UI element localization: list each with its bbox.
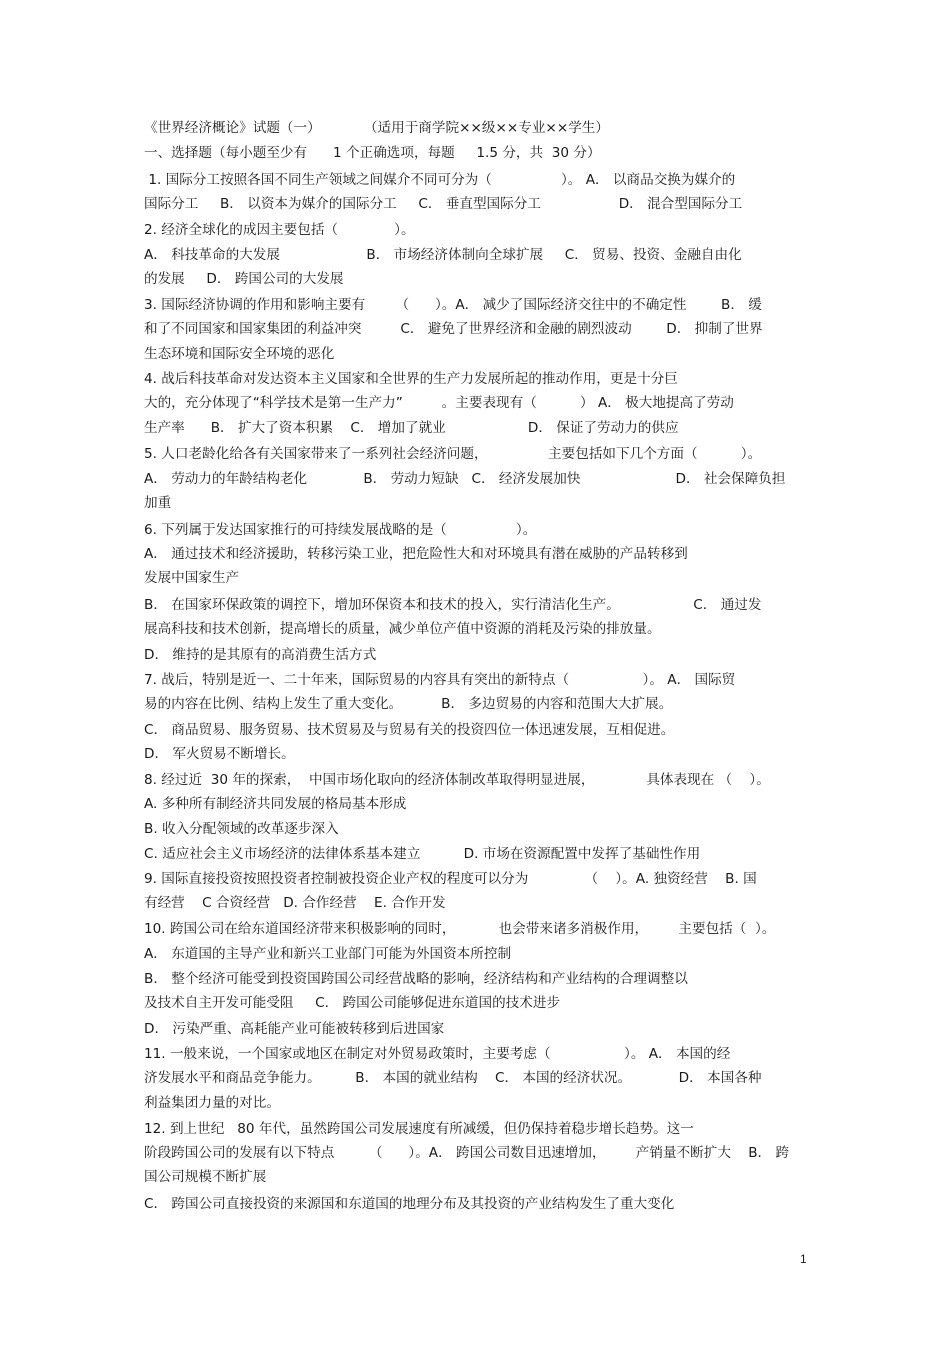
text-line: 7. 战后，特别是近一、二十年来，国际贸易的内容具有突出的新特点（ ）。 A． 国际贸 <box>144 672 736 688</box>
text-line: 和了不同国家和国家集团的利益冲突 C． 避免了世界经济和金融的剧烈波动 D． 抑制了世界 <box>144 321 763 337</box>
text-line: 6. 下列属于发达国家推行的可持续发展战略的是（ ）。 <box>144 522 537 538</box>
text-line: 国际分工 B． 以资本为媒介的国际分工 C． 垂直型国际分工 D． 混合型国际分工 <box>144 196 743 212</box>
text-line: 大的，充分体现了“科学技术是第一生产力” 。主要表现有（ ） A． 极大地提高了劳动 <box>144 395 734 411</box>
text-line: A. 多种所有制经济共同发展的格局基本形成 <box>144 796 407 812</box>
text-line: D． 军火贸易不断增长。 <box>144 746 295 762</box>
text-line: 加重 <box>144 495 172 511</box>
text-line: 生产率 B． 扩大了资本积累 C． 增加了就业 D． 保证了劳动力的供应 <box>144 420 679 436</box>
text-line: 1. 国际分工按照各国不同生产领域之间媒介不同可分为（ ）。 A． 以商品交换为媒介的 <box>144 172 736 188</box>
text-line: 展高科技和技术创新，提高增长的质量，减少单位产值中资源的消耗及污染的排放量。 <box>144 621 661 637</box>
text-line: B． 在国家环保政策的调控下，增加环保资本和技术的投入，实行清洁化生产。 C． 通过发 <box>144 597 762 613</box>
text-line: 国公司规模不断扩展 <box>144 1169 267 1185</box>
text-line: 及技术自主开发可能受阻 C． 跨国公司能够促进东道国的技术进步 <box>144 995 561 1011</box>
text-line: 9. 国际直接投资按照投资者控制被投资企业产权的程度可以分为 （ ）。A. 独资经营 B. 国 <box>144 871 757 887</box>
text-line: 生态环境和国际安全环境的恶化 <box>144 346 335 362</box>
text-line: 利益集团力量的对比。 <box>144 1095 280 1111</box>
text-line: 的发展 D． 跨国公司的大发展 <box>144 271 344 287</box>
text-line: 12. 到上世纪 80 年代，虽然跨国公司发展速度有所减缓，但仍保持着稳步增长趋势。这一 <box>144 1121 694 1137</box>
text-line: 11. 一般来说，一个国家或地区在制定对外贸易政策时，主要考虑（ ）。 A． 本国的经 <box>144 1046 731 1062</box>
text-line: D． 维持的是其原有的高消费生活方式 <box>144 647 377 663</box>
text-line: B． 整个经济可能受到投资国跨国公司经营战略的影响，经济结构和产业结构的合理调整以 <box>144 971 688 987</box>
text-line: 2. 经济全球化的成因主要包括（ ）。 <box>144 222 415 238</box>
text-line: B. 收入分配领域的改革逐步深入 <box>144 821 339 837</box>
text-line: 发展中国家生产 <box>144 570 240 586</box>
text-line: 有经营 C 合资经营 D. 合作经营 E. 合作开发 <box>144 895 446 911</box>
text-line: 3. 国际经济协调的作用和影响主要有 （ ）。A． 减少了国际经济交往中的不确定性 B． 缓 <box>144 297 762 313</box>
section-heading: 一、选择题（每小题至少有 1 个正确选项，每题 1.5 分，共 30 分） <box>144 145 601 161</box>
text-line: 8. 经过近 30 年的探索， 中国市场化取向的经济体制改革取得明显进展， 具体表现在 （ ）。 <box>144 772 770 788</box>
text-line: 阶段跨国公司的发展有以下特点 （ ）。A． 跨国公司数目迅速增加， 产销量不断扩大 B． 跨 <box>144 1145 790 1161</box>
text-line: A． 科技革命的大发展 B． 市场经济体制向全球扩展 C． 贸易、投资、金融自由化 <box>144 247 742 263</box>
text-line: A． 通过技术和经济援助，转移污染工业，把危险性大和对环境具有潜在威胁的产品转移到 <box>144 546 688 562</box>
page-number: 1 <box>800 1252 807 1266</box>
text-line: 5. 人口老龄化给各有关国家带来了一系列社会经济问题， 主要包括如下几个方面（ ）。 <box>144 446 762 462</box>
text-line: A． 劳动力的年龄结构老化 B． 劳动力短缺 C． 经济发展加快 D． 社会保障负担 <box>144 471 786 487</box>
page-title: 《世界经济概论》试题（一） （适用于商学院××级××专业××学生） <box>144 120 609 136</box>
text-line: A． 东道国的主导产业和新兴工业部门可能为外国资本所控制 <box>144 946 512 962</box>
text-line: 易的内容在比例、结构上发生了重大变化。 B． 多边贸易的内容和范围大大扩展。 <box>144 696 673 712</box>
text-line: D． 污染严重、高耗能产业可能被转移到后进国家 <box>144 1021 445 1037</box>
text-line: C. 适应社会主义市场经济的法律体系基本建立 D. 市场在资源配置中发挥了基础性作用 <box>144 846 701 862</box>
text-line: 10. 跨国公司在给东道国经济带来积极影响的同时， 也会带来诸多消极作用， 主要包括（ ）。 <box>144 921 776 937</box>
text-line: 济发展水平和商品竞争能力。 B． 本国的就业结构 C． 本国的经济状况。 D． 本国各种 <box>144 1070 762 1086</box>
text-line: C． 跨国公司直接投资的来源国和东道国的地理分布及其投资的产业结构发生了重大变化 <box>144 1196 675 1212</box>
text-line: 4. 战后科技革命对发达资本主义国家和全世界的生产力发展所起的推动作用，更是十分巨 <box>144 371 678 387</box>
text-line: C． 商品贸易、服务贸易、技术贸易及与贸易有关的投资四位一体迅速发展，互相促进。 <box>144 722 675 738</box>
